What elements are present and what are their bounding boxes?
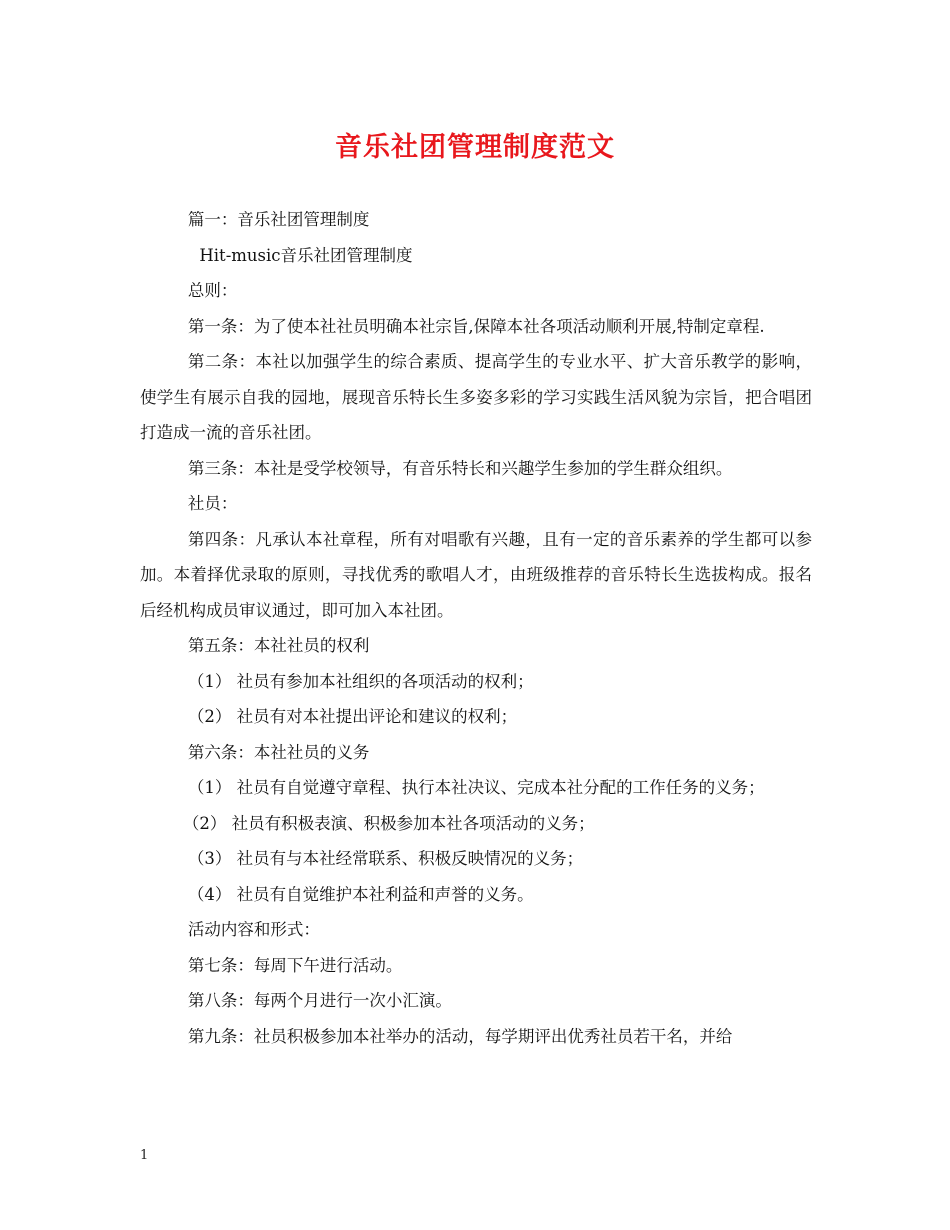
article-paragraph: 第九条：社员积极参加本社举办的活动，每学期评出优秀社员若干名，并给 (187, 1026, 733, 1046)
list-item: （4） 社员有自觉维护本社利益和声誉的义务。 (187, 884, 534, 904)
list-item: （2） 社员有对本社提出评论和建议的权利； (187, 707, 518, 726)
list-item: （1） 社员有参加本社组织的各项活动的权利； (187, 671, 534, 691)
article-paragraph: 第八条：每两个月进行一次小汇演。 (187, 991, 452, 1010)
document-title: 音乐社团管理制度范文 (335, 132, 615, 163)
section-heading: 篇一：音乐社团管理制度 (187, 210, 370, 229)
article-paragraph: 第七条：每周下午进行活动。 (187, 955, 403, 975)
document-body (140, 202, 812, 1054)
article-paragraph: 第六条：本社社员的义务 (187, 742, 370, 762)
article-paragraph: 第一条：为了使本社社员明确本社宗旨,保障本社各项活动顺利开展,特制定章程. (187, 316, 765, 336)
article-paragraph: 第四条：凡承认本社章程，所有对唱歌有兴趣，且有一定的音乐素养的学生都可以参加。本着择优录取的原则，寻找优秀的歌唱人才，由班级推荐的音乐特长生选拔构成。报名后经机构成员审议通过，即可加入本社团。 (140, 529, 812, 620)
article-paragraph: 第五条：本社社员的权利 (187, 636, 370, 655)
chapter-heading: 社员： (187, 494, 238, 513)
article-paragraph: 第三条：本社是受学校领导，有音乐特长和兴趣学生参加的学生群众组织。 (187, 458, 733, 478)
chapter-heading: 总则： (187, 281, 238, 300)
list-item: （3） 社员有与本社经常联系、积极反映情况的义务； (187, 849, 584, 868)
list-item: （1） 社员有自觉遵守章程、执行本社决议、完成本社分配的工作任务的义务； (187, 778, 765, 797)
sub-heading: Hit-music音乐社团管理制度 (199, 245, 413, 265)
page-number: 1 (140, 1148, 149, 1163)
list-item: （2） 社员有积极表演、积极参加本社各项活动的义务； (182, 813, 595, 833)
article-paragraph: 第二条：本社以加强学生的综合素质、提高学生的专业水平、扩大音乐教学的影响，使学生有展示自我的园地，展现音乐特长生多姿多彩的学习实践生活风貌为宗旨，把合唱团打造成一流的音乐社团。 (140, 352, 812, 442)
chapter-heading: 活动内容和形式： (187, 920, 320, 939)
